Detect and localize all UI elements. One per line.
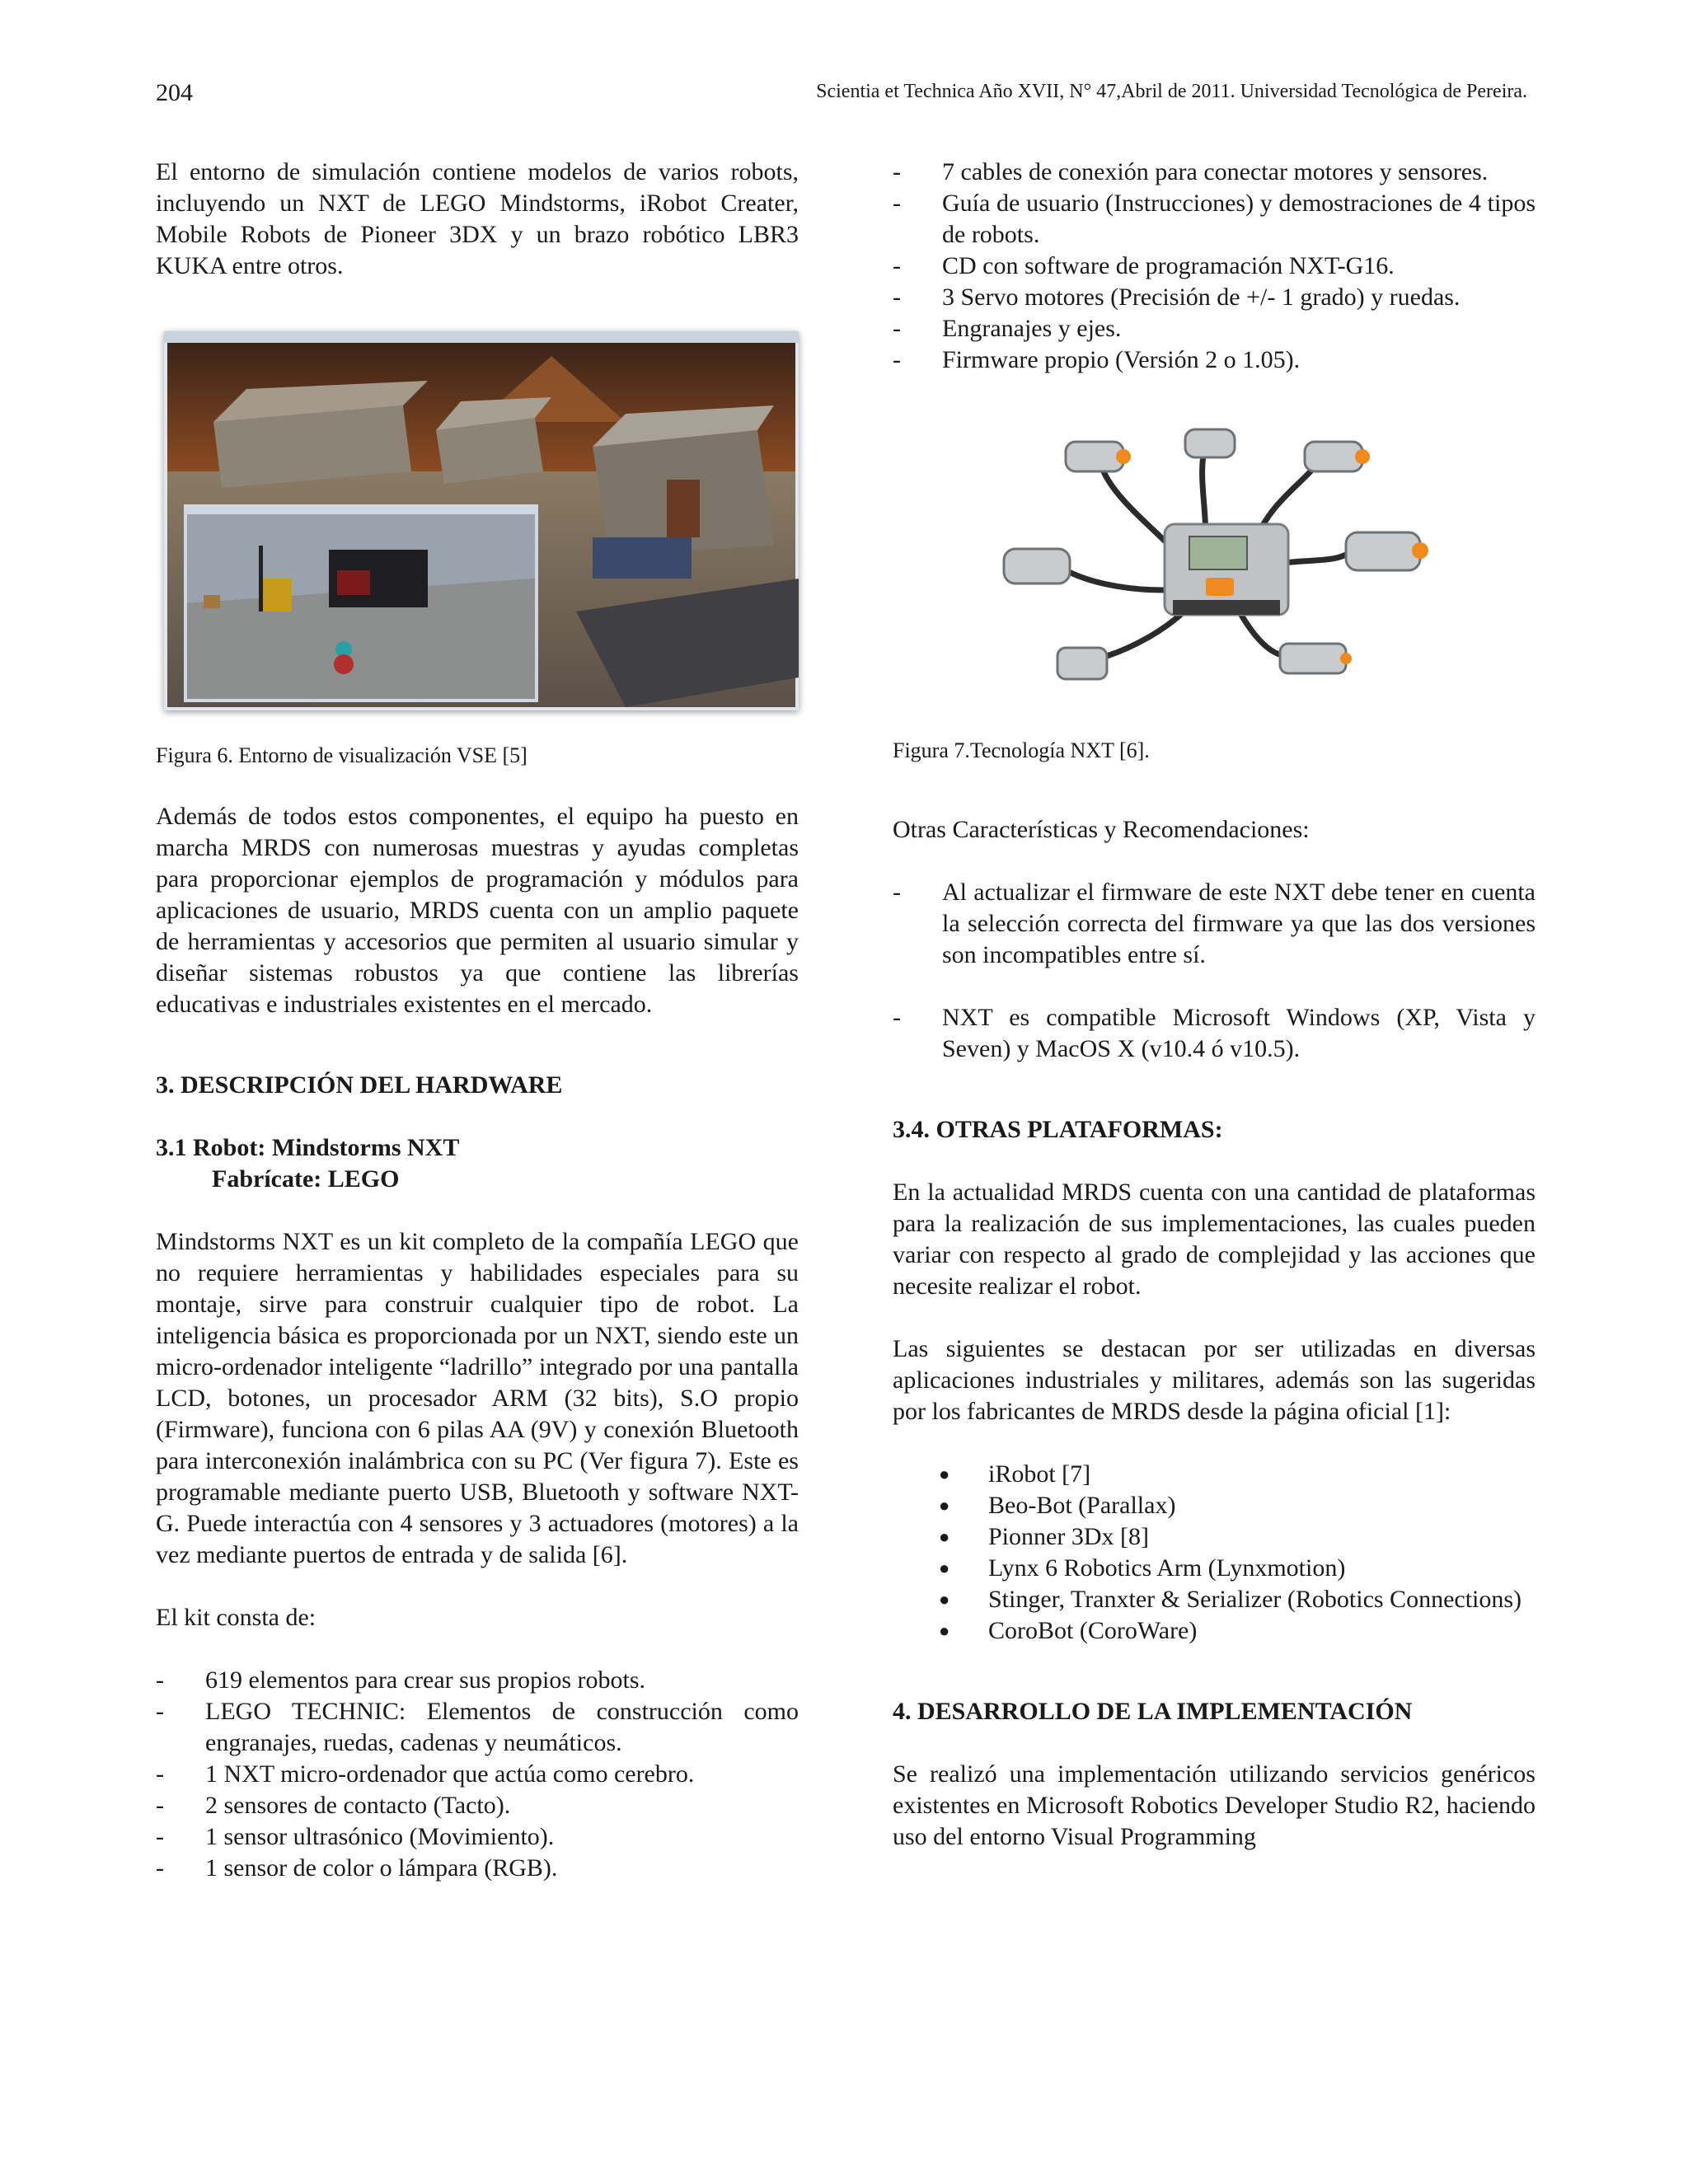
other-features-title: Otras Características y Recomendaciones: [893, 816, 1310, 843]
simulation-scene-image [164, 331, 799, 710]
platforms-list [893, 1459, 1536, 1647]
bullet-icon: ● [939, 1589, 950, 1610]
mrds-paragraph: Además de todos estos componentes, el equipo ha puesto en marcha MRDS con numerosas muestras y ayudas completas para proporcionar ejemplos de programación y módulos para aplicaciones de usuario, MRDS cuenta con un amplio paquete de herramientas y accesorios que permiten al usuario simular y diseñar sistemas robustos ya que contiene las librerías educativas e industriales existentes en el mercado. [156, 803, 799, 1018]
list-item: ● Stinger, Tranxter & Serializer (Robotics Connections) [988, 1584, 1536, 1615]
list-item: - Engranajes y ejes. [893, 313, 1536, 344]
list-item: - 1 NXT micro-ordenador que actúa como cerebro. [156, 1759, 799, 1790]
section-3-4-heading: 3.4. OTRAS PLATAFORMAS: [893, 1116, 1223, 1143]
section-3-1-line1: 3.1 Robot: Mindstorms NXT [156, 1134, 460, 1161]
nxt-paragraph: Mindstorms NXT es un kit completo de la compañía LEGO que no requiere herramientas y habilidades especiales para su montaje, sirve para construir cualquier tipo de robot. La inteligencia básica es proporcionada por un NXT, siendo este un micro-ordenador inteligente “ladrillo” integrado por una pantalla LCD, botones, un procesador ARM (32 bits), S.O propio (Firmware), funciona con 6 pilas AA (9V) y conexión Bluetooth para interconexión inalámbrica con su PC (Ver figura 7). Este es programable mediante puerto USB, Bluetooth y software NXT-G. Puede interactúa con 4 sensores y 3 actuadores (motores) a la vez mediante puertos de entrada y de salida [6]. [156, 1228, 799, 1568]
list-item: - NXT es compatible Microsoft Windows (XP, Vista y Seven) y MacOS X (v10.4 ó v10.5). [893, 1002, 1536, 1065]
left-column [156, 157, 799, 1884]
bullet-icon: ● [939, 1464, 950, 1484]
section-3-1-heading [156, 1132, 799, 1195]
bullet-icon: ● [939, 1558, 950, 1578]
list-item: - LEGO TECHNIC: Elementos de construcción como engranajes, ruedas, cadenas y neumáticos. [156, 1696, 799, 1759]
list-item: - 1 sensor ultrasónico (Movimiento). [156, 1821, 799, 1853]
other-features-list-2 [893, 1002, 1536, 1065]
list-item: - 3 Servo motores (Precisión de +/- 1 grado) y ruedas. [893, 282, 1536, 313]
section-3-heading: 3. DESCRIPCIÓN DEL HARDWARE [156, 1071, 563, 1099]
other-features-list [893, 877, 1536, 971]
nxt-kit-image [959, 425, 1470, 705]
list-item: ● iRobot [7] [988, 1459, 1536, 1490]
page-number: 204 [156, 79, 193, 106]
bullet-icon: ● [939, 1620, 950, 1641]
section-4-heading: 4. DESARROLLO DE LA IMPLEMENTACIÓN [893, 1698, 1413, 1725]
list-item: ● CoroBot (CoroWare) [988, 1615, 1536, 1647]
list-item: - Firmware propio (Versión 2 o 1.05). [893, 344, 1536, 376]
figure-6-caption: Figura 6. Entorno de visualización VSE [5] [156, 743, 528, 767]
figure-7-caption: Figura 7.Tecnología NXT [6]. [893, 738, 1150, 762]
kit-list [156, 1665, 799, 1884]
figure-6-simulation-screenshot [164, 331, 799, 710]
list-item: ● Lynx 6 Robotics Arm (Lynxmotion) [988, 1553, 1536, 1584]
list-item: ● Pionner 3Dx [8] [988, 1521, 1536, 1553]
intro-paragraph: El entorno de simulación contiene modelos de varios robots, incluyendo un NXT de LEGO Mindstorms, iRobot Creater, Mobile Robots de Pioneer 3DX y un brazo robótico LBR3 KUKA entre otros. [156, 158, 799, 279]
implementation-paragraph: Se realizó una implementación utilizando servicios genéricos existentes en Microsoft Robotics Developer Studio R2, haciendo uso del entorno Visual Programming [893, 1760, 1536, 1850]
bullet-icon: ● [939, 1526, 950, 1547]
list-item: - Guía de usuario (Instrucciones) y demostraciones de 4 tipos de robots. [893, 188, 1536, 251]
right-column [893, 157, 1536, 1853]
list-item: - 619 elementos para crear sus propios robots. [156, 1665, 799, 1696]
kit-list-continued [893, 157, 1536, 376]
list-item: - 7 cables de conexión para conectar motores y sensores. [893, 157, 1536, 188]
section-3-1-line2: Fabrícate: LEGO [212, 1165, 400, 1193]
list-item: - 2 sensores de contacto (Tacto). [156, 1790, 799, 1821]
list-item: - 1 sensor de color o lámpara (RGB). [156, 1853, 799, 1884]
running-head: Scientia et Technica Año XVII, N° 47,Abril de 2011. Universidad Tecnológica de Pereira. [816, 81, 1527, 102]
highlight-paragraph: Las siguientes se destacan por ser utilizadas en diversas aplicaciones industriales y militares, además son las sugeridas por los fabricantes de MRDS desde la página oficial [1]: [893, 1335, 1536, 1425]
list-item: ● Beo-Bot (Parallax) [988, 1490, 1536, 1521]
platforms-paragraph: En la actualidad MRDS cuenta con una cantidad de plataformas para la realización de sus implementaciones, las cuales pueden variar con respecto al grado de complejidad y las acciones que necesite realizar el robot. [893, 1179, 1536, 1300]
kit-intro: El kit consta de: [156, 1604, 316, 1631]
bullet-icon: ● [939, 1495, 950, 1516]
figure-7-nxt-kit [959, 425, 1470, 705]
list-item: - CD con software de programación NXT-G16. [893, 251, 1536, 282]
list-item: - Al actualizar el firmware de este NXT debe tener en cuenta la selección correcta del firmware ya que las dos versiones son incompatibles entre sí. [893, 877, 1536, 971]
